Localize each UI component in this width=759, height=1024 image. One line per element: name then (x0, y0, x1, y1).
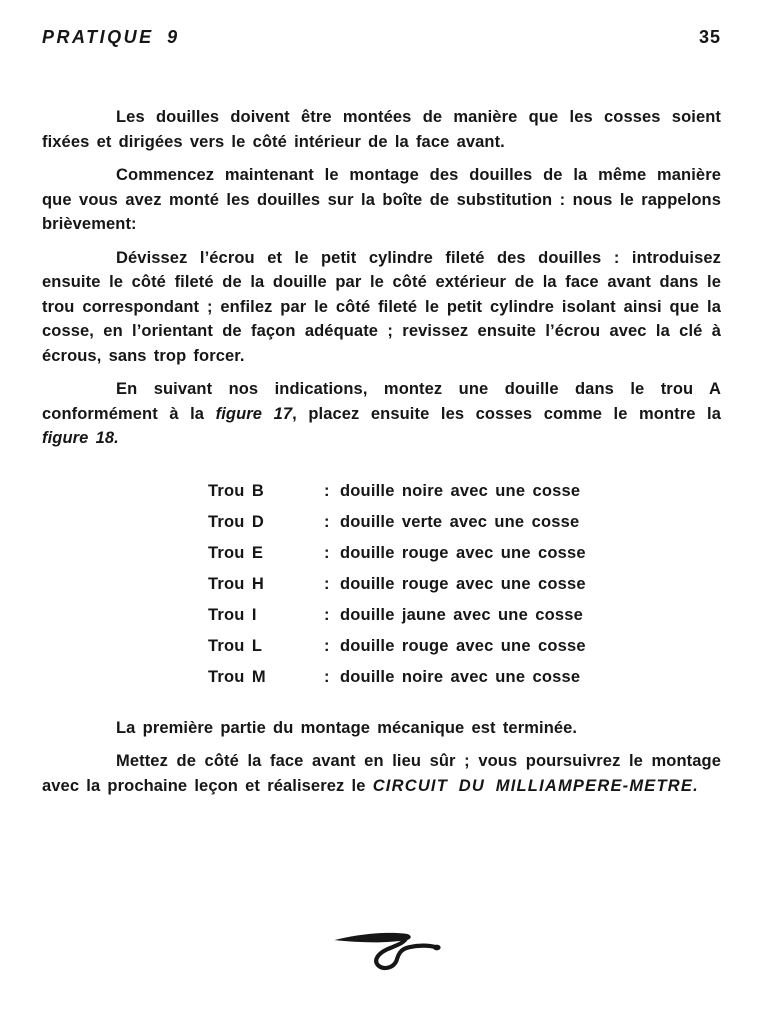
paragraph-commencez: Commencez maintenant le montage des douilles de la même manière que vous avez monté les douilles sur la boîte de substitution : nous le rappelons brièvement: (42, 166, 721, 233)
paragraph-figures (42, 377, 721, 451)
list-item (208, 538, 721, 569)
colon-separator: : (324, 481, 330, 500)
colon-separator: : (324, 636, 330, 655)
paragraph-conclusion: La première partie du montage mécanique est terminée. (116, 718, 578, 737)
list-item (208, 507, 721, 538)
handwritten-flourish-icon (296, 912, 488, 976)
figure-17-reference: figure 17 (215, 404, 293, 423)
trou-description: douille verte avec une cosse (340, 512, 580, 531)
paragraph-intro: Les douilles doivent être montées de manière que les cosses soient fixées et dirigées vers le côté intérieur de la face avant. (42, 108, 721, 151)
colon-separator: : (324, 543, 330, 562)
list-item (208, 476, 721, 507)
trou-description: douille rouge avec une cosse (340, 636, 586, 655)
paragraph-next-lesson (42, 749, 721, 798)
trou-label: Trou I (208, 605, 257, 624)
trou-label: Trou D (208, 512, 264, 531)
trou-label: Trou E (208, 543, 264, 562)
trou-label: Trou H (208, 574, 264, 593)
paragraph-devissez: Dévissez l’écrou et le petit cylindre fileté des douilles : introduisez ensuite le côté fileté de la douille par le côté extérieur de la face avant dans le trou correspondant ; enfilez par le côté fileté le petit cylindre isolant ainsi que la cosse, en l’orientant de façon adéquate ; revissez ensuite l’écrou avec la clé à écrous, sans trop forcer. (42, 248, 721, 365)
page-number: 35 (698, 27, 721, 47)
trou-label: Trou B (208, 481, 264, 500)
document-body (42, 105, 721, 981)
trou-description: douille noire avec une cosse (340, 481, 581, 500)
text-segment: Mettez de côté la face avant en lieu sûr ; vous poursuivrez le montage avec la prochaine leçon et réaliserez le (42, 752, 721, 795)
colon-separator: : (324, 574, 330, 593)
trou-description: douille noire avec une cosse (340, 667, 581, 686)
list-item (208, 569, 721, 600)
list-item (208, 662, 721, 693)
circuit-milliamperemetre-emphasis: CIRCUIT DU MILLIAMPERE-METRE. (372, 776, 699, 795)
trou-description: douille jaune avec une cosse (340, 605, 584, 624)
figure-18-reference: figure 18. (42, 429, 119, 447)
running-title: PRATIQUE 9 (42, 27, 180, 47)
footer-mark-container (42, 912, 721, 981)
text-segment: , placez ensuite les cosses comme le montre la (292, 404, 722, 423)
colon-separator: : (324, 512, 330, 531)
trou-label: Trou L (208, 636, 263, 655)
trou-description: douille rouge avec une cosse (340, 543, 586, 562)
text-segment: En suivant nos indications, montez une douille dans le trou A conformément à la (42, 380, 721, 423)
page-header (42, 27, 721, 48)
socket-assignment-list (208, 476, 721, 693)
list-item (208, 600, 721, 631)
trou-description: douille rouge avec une cosse (340, 574, 586, 593)
colon-separator: : (324, 667, 330, 686)
trou-label: Trou M (208, 667, 266, 686)
list-item (208, 631, 721, 662)
colon-separator: : (324, 605, 330, 624)
